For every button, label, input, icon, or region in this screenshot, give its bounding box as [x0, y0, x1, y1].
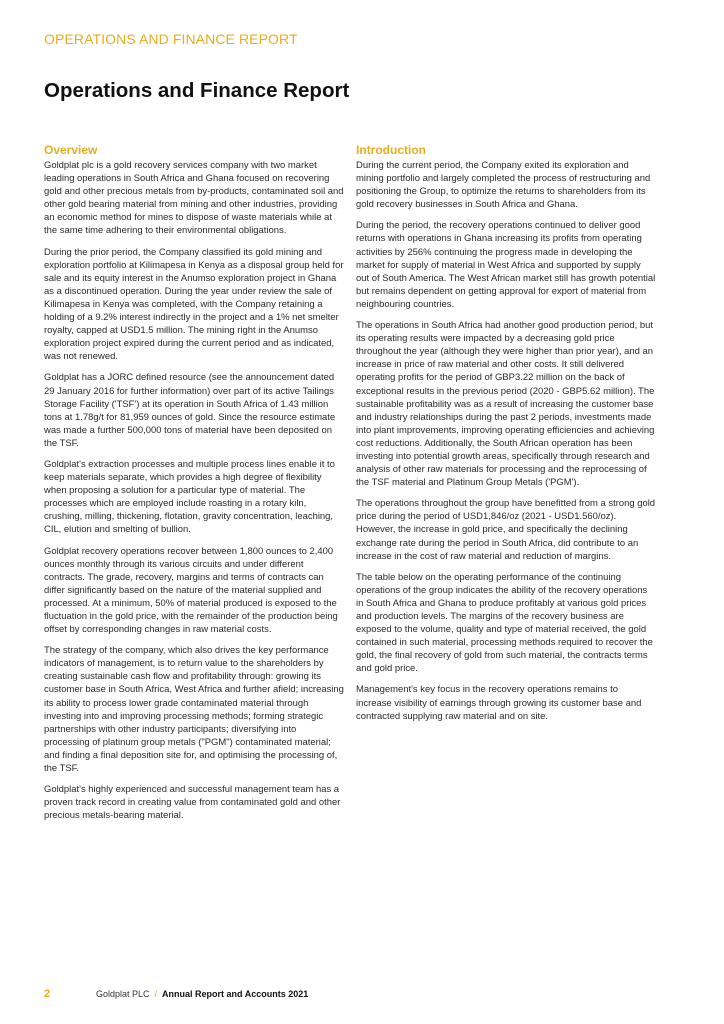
- overview-paragraph: Goldplat's extraction processes and multiple process lines enable it to keep materials separate, which provides a high degree of flexibility when proposing a solution for a particular type of material. The processes which are employed include roasting in a rotary kiln, crushing, milling, thickening, flotation, gravity concentration, leaching, CIL, elution and smelting of bullion.: [44, 458, 335, 536]
- introduction-paragraph: During the period, the recovery operations continued to deliver good returns with operations in Ghana increasing its profits from operating activities by 256% continuing the progress made in developing the market for supply of material in West Africa and supported by supply out of South America. The West African market still has growth potential but remains dependent on getting approval for export of material from neighbouring countries.: [356, 220, 656, 310]
- footer-company: Goldplat PLC: [96, 989, 150, 999]
- introduction-paragraph: The operations in South Africa had another good production period, but its operating results were impacted by a decreasing gold price throughout the year (although they were higher than prior year), and an increase in price of raw material and other costs. It still delivered operating profits for the period of GBP3.22 million on the back of exceptional results in the previous period (2020 - GBP5.62 million). The sustainable profitability was as a result of increasing the customer base and industry relationships during the past 2 periods, investments made into plant improvements, improving operating efficiencies and achieving cost reductions. Additionally, the South African operation has been investing into potential growth areas, specifically through research and analysis of other raw materials for processing and the reprocessing of the TSF material and Platinum Group Metals ('PGM').: [356, 320, 655, 489]
- introduction-paragraph: During the current period, the Company exited its exploration and mining portfolio and largely completed the process of restructuring and positioning the Group, to optimize the returns to shareholders from its gold recovery businesses in South Africa and Ghana.: [356, 160, 651, 211]
- overview-paragraph: The strategy of the company, which also drives the key performance indicators of management, is to return value to the shareholders by creating sustainable cash flow and profitability through: growing its customer base in South Africa, West Africa and further afield; increasing its ability to process lower grade contaminated material through investing into and improving processing methods; forming strategic partnerships with other industry participants; diversifying into processing of platinum group metals ("PGM") contaminated material; and finding a final deposition site for, and optimising the processing of, the TSF.: [44, 645, 344, 775]
- overview-paragraph: Goldplat has a JORC defined resource (see the announcement dated 29 January 2016 for further information) over part of its active Tailings Storage Facility ('TSF') at its operation in South Africa of 1.43 million tons at 1.78g/t for 81,959 ounces of gold. Since the resource estimate was made a further 500,000 tons of material have been deposited on the TSF.: [44, 372, 336, 449]
- page-number: 2: [44, 988, 51, 1000]
- footer-separator: /: [154, 989, 158, 999]
- introduction-paragraph: Management's key focus in the recovery operations remains to increase visibility of earnings through growing its customer base and contracted supplying raw material and on site.: [356, 684, 642, 722]
- page-title: Operations and Finance Report: [44, 79, 350, 102]
- introduction-heading: Introduction: [356, 143, 426, 157]
- footer-publication: Annual Report and Accounts 2021: [162, 989, 309, 999]
- overview-heading: Overview: [44, 143, 98, 157]
- overview-paragraph: Goldplat recovery operations recover between 1,800 ounces to 2,400 ounces monthly through its various circuits and under different contracts. The grade, recovery, margins and terms of contracts can differ significantly based on the nature of the material supplied and processed. At a minimum, 50% of material produced is exposed to the fluctuation in the gold price, with the remainder of the production being offset by corresponding changes in raw material costs.: [44, 545, 338, 636]
- overview-paragraph: Goldplat plc is a gold recovery services company with two market leading operations in South Africa and Ghana focused on recovering gold and other precious metals from by-products, contaminated soil and other gold bearing material from mining and other industries, providing an economic method for mines to dispose of waste materials while at the same time adhering to their environmental obligations.: [44, 160, 344, 237]
- introduction-paragraph: The table below on the operating performance of the continuing operations of the group indicates the ability of the recovery operations in South Africa and Ghana to produce profitably at various gold prices and production levels. The margins of the recovery business are exposed to the volume, quality and type of material received, the gold contained in such material, processing methods required to recover the gold, the final recovery of gold from such material, the contracts terms and gold price.: [356, 571, 653, 675]
- introduction-paragraph: The operations throughout the group have benefitted from a strong gold price during the period of USD1,846/oz (2021 - USD1.560/oz). However, the increase in gold price, and specifically the declining exchange rate during the period in South Africa, did contribute to an increase in the cost of raw material and reduction of margins.: [356, 498, 656, 562]
- introduction-section: [356, 143, 656, 731]
- overview-paragraph: Goldplat's highly experienced and successful management team has a proven track record in creating value from contaminated gold and other precious metals-bearing material.: [44, 784, 341, 822]
- overview-section: [44, 143, 344, 830]
- running-head: OPERATIONS AND FINANCE REPORT: [44, 31, 298, 47]
- overview-paragraph: During the prior period, the Company classified its gold mining and exploration portfolio at Kilimapesa in Kenya as a disposal group held for sale and its equity interest in the Anumso exploration project in Ghana as a discontinued operation. During the year under review the sale of Kilimapesa in Kenya was completed, with the Company retaining a holding of a 9.2% interest indirectly in the project and a 1% net smelter royalty, capped at USD1.5 million. The mining right in the Anumso exploration project expired during the current period and as indicated, was not renewed.: [44, 246, 344, 363]
- page-footer: [44, 988, 308, 1000]
